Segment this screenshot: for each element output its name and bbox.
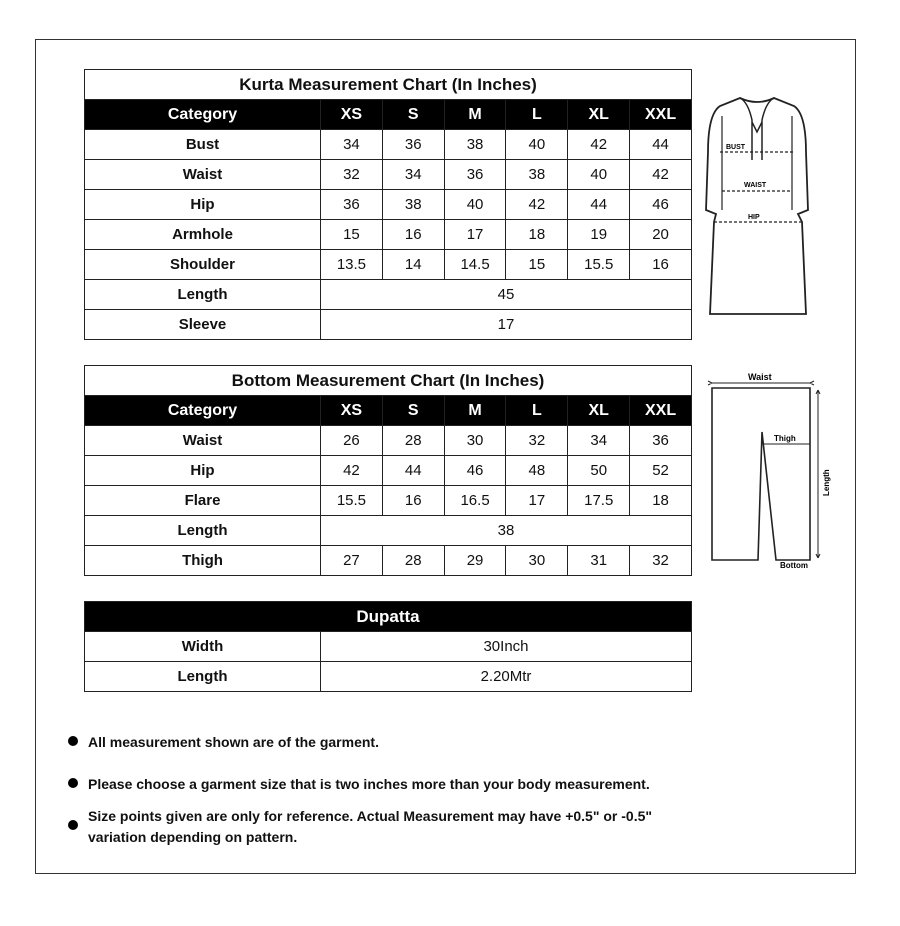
table-cell: 18 [506,220,568,250]
bullet-icon [68,820,78,830]
row-label: Thigh [85,546,321,576]
table-cell: 40 [568,160,630,190]
table-row [85,310,692,340]
table-cell: 44 [568,190,630,220]
table-row [85,220,692,250]
kurta-table-title: Kurta Measurement Chart (In Inches) [85,70,692,100]
note-text: Please choose a garment size that is two inches more than your body measurement. [88,776,650,792]
waist-label: Waist [748,372,772,382]
table-cell: 36 [630,426,692,456]
row-label: Sleeve [85,310,321,340]
table-row [85,426,692,456]
table-cell: 32 [630,546,692,576]
header-size: S [382,396,444,426]
table-cell: 29 [444,546,506,576]
bottom-table-title: Bottom Measurement Chart (In Inches) [85,366,692,396]
table-cell: 34 [382,160,444,190]
table-row [85,280,692,310]
header-size: XXL [630,100,692,130]
table-cell: 28 [382,426,444,456]
table-cell: 46 [444,456,506,486]
table-cell: 2.20Mtr [321,662,692,692]
table-cell: 20 [630,220,692,250]
table-cell: 16 [630,250,692,280]
header-size: S [382,100,444,130]
table-cell: 17.5 [568,486,630,516]
bottom-diagram [706,370,836,575]
table-row [85,546,692,576]
table-cell: 17 [321,310,692,340]
note-text: Size points given are only for reference. Actual Measurement may have +0.5" or -0.5" variation depending on pattern. [88,808,653,845]
table-cell: 30 [506,546,568,576]
table-cell: 48 [506,456,568,486]
table-cell: 38 [321,516,692,546]
table-cell: 32 [506,426,568,456]
header-size: M [444,396,506,426]
table-cell: 42 [506,190,568,220]
dupatta-title: Dupatta [85,602,692,632]
row-label: Width [85,632,321,662]
row-label: Length [85,280,321,310]
table-cell: 42 [630,160,692,190]
table-cell: 50 [568,456,630,486]
kurta-measurement-table [84,69,692,340]
table-cell: 30 [444,426,506,456]
header-size: XS [321,396,383,426]
table-row [85,486,692,516]
row-label: Hip [85,456,321,486]
table-cell: 13.5 [321,250,383,280]
row-label: Bust [85,130,321,160]
header-size: L [506,100,568,130]
table-cell: 31 [568,546,630,576]
note-item [68,774,650,795]
header-size: XL [568,396,630,426]
table-cell: 28 [382,546,444,576]
table-cell: 26 [321,426,383,456]
table-row [85,516,692,546]
table-cell: 17 [444,220,506,250]
table-cell: 44 [630,130,692,160]
table-cell: 46 [630,190,692,220]
row-label: Flare [85,486,321,516]
table-cell: 42 [568,130,630,160]
table-row [85,190,692,220]
table-row [85,250,692,280]
row-label: Waist [85,426,321,456]
table-cell: 30Inch [321,632,692,662]
table-cell: 18 [630,486,692,516]
bottom-measurement-table [84,365,692,576]
header-size: XXL [630,396,692,426]
table-row [85,130,692,160]
table-cell: 42 [321,456,383,486]
header-size: L [506,396,568,426]
kurta-diagram [702,92,812,322]
header-size: XL [568,100,630,130]
table-cell: 16 [382,220,444,250]
bottom-header-row [85,396,692,426]
table-cell: 36 [444,160,506,190]
note-item [68,732,379,753]
table-cell: 34 [568,426,630,456]
table-cell: 15 [506,250,568,280]
dupatta-table [84,601,692,692]
row-label: Length [85,662,321,692]
table-cell: 14.5 [444,250,506,280]
table-cell: 36 [382,130,444,160]
table-cell: 34 [321,130,383,160]
table-cell: 15 [321,220,383,250]
table-cell: 38 [382,190,444,220]
table-cell: 45 [321,280,692,310]
table-row [85,456,692,486]
table-cell: 19 [568,220,630,250]
table-cell: 15.5 [568,250,630,280]
row-label: Armhole [85,220,321,250]
kurta-header-row [85,100,692,130]
thigh-label: Thigh [774,434,796,443]
table-cell: 38 [444,130,506,160]
pant-outline [712,388,810,560]
bullet-icon [68,736,78,746]
header-size: XS [321,100,383,130]
table-cell: 38 [506,160,568,190]
note-item [68,806,678,848]
table-row [85,662,692,692]
row-label: Waist [85,160,321,190]
bust-label: BUST [726,144,746,151]
table-row [85,160,692,190]
note-text: All measurement shown are of the garment. [88,734,379,750]
length-label: Length [822,469,831,496]
table-cell: 40 [506,130,568,160]
table-cell: 15.5 [321,486,383,516]
table-cell: 14 [382,250,444,280]
row-label: Length [85,516,321,546]
waist-label: WAIST [744,182,767,189]
bullet-icon [68,778,78,788]
bottom-label: Bottom [780,561,808,570]
table-cell: 17 [506,486,568,516]
table-cell: 27 [321,546,383,576]
table-cell: 44 [382,456,444,486]
table-cell: 52 [630,456,692,486]
table-cell: 36 [321,190,383,220]
table-cell: 32 [321,160,383,190]
table-cell: 16.5 [444,486,506,516]
header-category: Category [85,396,321,426]
header-size: M [444,100,506,130]
table-cell: 40 [444,190,506,220]
row-label: Hip [85,190,321,220]
table-cell: 16 [382,486,444,516]
row-label: Shoulder [85,250,321,280]
header-category: Category [85,100,321,130]
hip-label: HIP [748,214,760,221]
table-row [85,632,692,662]
